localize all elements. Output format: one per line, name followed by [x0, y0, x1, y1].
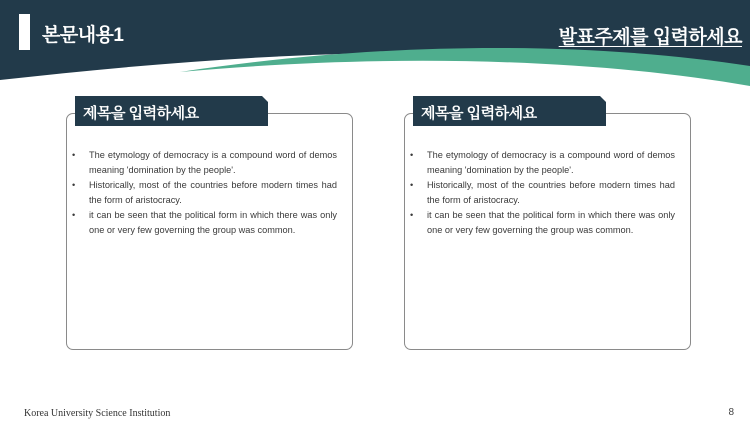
bullet-text: it can be seen that the political form in which there was only one or very few governing the group was common. [427, 210, 675, 235]
section-title: 본문내용1 [42, 25, 124, 46]
card-title: 제목을 입력하세요 [83, 105, 199, 122]
list-item [409, 208, 675, 238]
list-item [71, 148, 337, 178]
header-accent-bar [19, 14, 30, 50]
bullet-text: The etymology of democracy is a compound word of demos meaning 'domination by the people'. [89, 150, 337, 175]
card-title-tab-right [413, 96, 606, 126]
card-title: 제목을 입력하세요 [421, 105, 537, 122]
list-item [71, 208, 337, 238]
footer-institution: Korea University Science Institution [24, 408, 171, 419]
list-item [409, 178, 675, 208]
bullet-text: The etymology of democracy is a compound word of demos meaning 'domination by the people'. [427, 150, 675, 175]
card-title-tab-left [75, 96, 268, 126]
bullet-icon: • [72, 210, 76, 220]
presentation-title: 발표주제를 입력하세요 [558, 27, 742, 48]
bullet-icon: • [72, 150, 76, 160]
bullet-icon: • [410, 210, 414, 220]
bullet-icon: • [410, 180, 414, 190]
list-item [71, 178, 337, 208]
bullet-list-right [409, 148, 675, 238]
bullet-text: Historically, most of the countries before modern times had the form of aristocracy. [89, 180, 337, 205]
bullet-text: it can be seen that the political form in which there was only one or very few governing the group was common. [89, 210, 337, 235]
bullet-list-left [71, 148, 337, 238]
list-item [409, 148, 675, 178]
bullet-icon: • [72, 180, 76, 190]
bullet-text: Historically, most of the countries before modern times had the form of aristocracy. [427, 180, 675, 205]
page-number: 8 [728, 407, 734, 418]
bullet-icon: • [410, 150, 414, 160]
